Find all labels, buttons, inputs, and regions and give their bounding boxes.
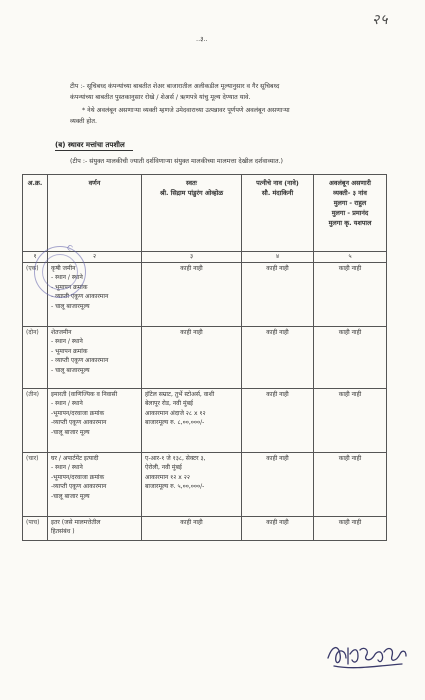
row-description: कृषी जमीन - स्थान / स्थाने - भूमापन क्रमांक - व्याप्ती एकूण आकारमान - चालू बाजारमूल्य — [48, 263, 142, 327]
header-sr: अ.क्र. — [23, 175, 48, 252]
row-dependent-value: काही नाही — [314, 453, 387, 517]
page-marker: ..३.. — [196, 35, 208, 43]
row-self-value: काही नाही — [142, 327, 242, 389]
row-serial: (पाच) — [23, 517, 48, 541]
column-number: ४ — [242, 252, 314, 263]
row-serial: (तीन) — [23, 389, 48, 453]
row-dependent-value: काही नाही — [314, 389, 387, 453]
table-header-row — [23, 175, 387, 252]
stamp-seal-inner — [42, 254, 78, 290]
header-description: वर्णन — [48, 175, 142, 252]
section-underline — [55, 150, 133, 151]
row-description: घर / अपार्टमेंट इत्यादी - स्थान / स्थाने -भूमापन/दरवाजा क्रमांक -व्याप्ती एकूण आकारमान -चालू बाजार मूल्य — [48, 453, 142, 517]
header-self: स्वतः श्री. सिद्राम पांडुरंग ओव्होळ — [142, 175, 242, 252]
note-line-3: * नेथे अवलंबून असणाऱ्या व्यक्ती म्हणजे उमेदवाराच्या उत्पन्नावर पूर्णपणे अवलंबून असणाऱ्या — [82, 107, 290, 114]
row-serial: (दोन) — [23, 327, 48, 389]
note-line-4: व्यक्ती होत. — [70, 118, 97, 125]
row-spouse-value: काही नाही — [242, 453, 314, 517]
row-spouse-value: काही नाही — [242, 389, 314, 453]
column-number: २ — [48, 252, 142, 263]
row-spouse-value: काही नाही — [242, 327, 314, 389]
row-dependent-value: काही नाही — [314, 327, 387, 389]
row-self-value: ए-आर-१ जे १३८, सेक्टर ३, ऐरोली, नवी मुंबई आकारमान १२ x २२ बाजारमूल्य रु. ५,००,०००/- — [142, 453, 242, 517]
row-serial: (चार) — [23, 453, 48, 517]
row-serial: (एक) — [23, 263, 48, 327]
table-row — [23, 389, 387, 453]
page-number: २५ — [372, 12, 389, 28]
note-line-2: कंपन्यांच्या बाबतीत पुस्तकानुसार रोखे / शेअर्स / ऋणपत्रे यांचु मूल्य देण्यात यावे. — [70, 94, 251, 101]
row-description: शेतजमीन - स्थान / स्थाने - भूमापन क्रमांक - व्याप्ती एकूण आकारमान - चालू बाजारमूल्य — [48, 327, 142, 389]
section-title: (ब) स्थावर मत्तांचा तपशील — [55, 141, 125, 149]
header-dependents: अवलंबून असणारी व्यक्ती- ३ नांव मुलगा - राहुल मुलगा - प्रमानंद मुलगा कृ. यशपाल — [314, 175, 387, 252]
stamp-lettering: C — [65, 243, 74, 253]
table-row — [23, 517, 387, 541]
row-self-value: काही नाही — [142, 263, 242, 327]
row-dependent-value: काही नाही — [314, 517, 387, 541]
column-number: ५ — [314, 252, 387, 263]
row-dependent-value: काही नाही — [314, 263, 387, 327]
row-spouse-value: काही नाही — [242, 517, 314, 541]
section-note: (टीप :- संयुक्त मालकीची ज्याती दर्शविणाऱ्या संयुक्त मालकीच्या मालमत्ता देखील दर्शवाव्यात.) — [70, 158, 283, 165]
note-line-1: टीप :- सूचिबध्द कंपन्यांच्या बाबतीत शेअर बाजारातील अलीकडील मूल्यानुसार व गैर सूचिबध्द — [70, 83, 280, 90]
immovable-assets-table — [22, 174, 387, 541]
row-self-value: हॉटेल सम्राट, तुर्भे स्टोअर्स, वाशी बेलापूर रोड, नवी मुंबई आकारमान अंदाजे २८ x १२ बाजारमूल्य रु. ८,००,०००/- — [142, 389, 242, 453]
column-number: १ — [23, 252, 48, 263]
table-row — [23, 327, 387, 389]
table-row — [23, 453, 387, 517]
row-spouse-value: काही नाही — [242, 263, 314, 327]
header-spouse: पत्नीचे नाव (नावे) सौ. मंदाकिनी — [242, 175, 314, 252]
row-description: इतर (जसे मालमत्तेतील हितसंबंध ) — [48, 517, 142, 541]
signature-image — [324, 636, 412, 676]
row-self-value: काही नाही — [142, 517, 242, 541]
column-number: ३ — [142, 252, 242, 263]
row-description: इमारती (वाणिज्यिक व निवासी - स्थान / स्थाने -भूमापन/दरवाजा क्रमांक -व्याप्ती एकूण आकारमान -चालू बाजार मूल्य — [48, 389, 142, 453]
